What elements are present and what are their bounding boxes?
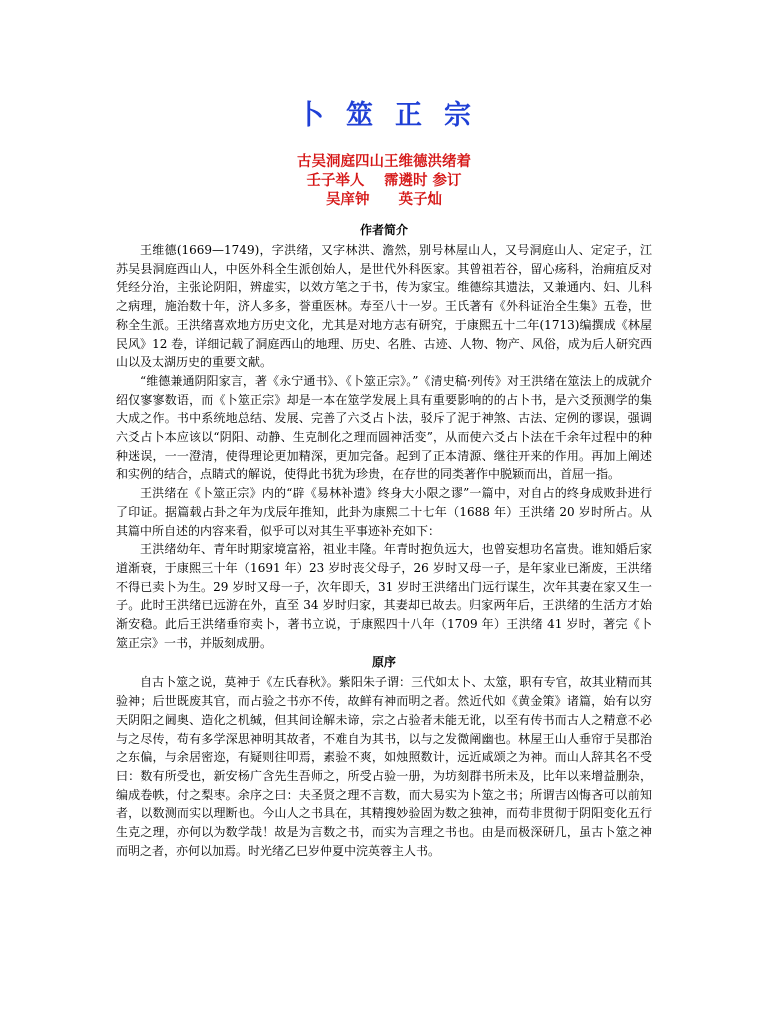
editor-line: 壬子举人 霈遴时 参订 <box>306 172 462 189</box>
section-heading-original-preface: 原序 <box>371 655 396 670</box>
author-line: 古吴洞庭四山王维德洪绪着 <box>297 153 471 170</box>
paragraph: 王洪绪幼年、青年时期家境富裕，祖业丰隆。年青时抱负远大，也曾妄想功名富贵。谁知婚后家道渐衰，于康熙三十年（1691 年）23 岁时丧父母子，26 岁时又母一子，是年家业已渐废，王洪绪不得已卖卜为生。29 岁时又母一子，次年即夭，31 岁时王洪绪出门远行谋生，次年其妻在家又生一子。此时王洪绪已远游在外，直至 34 岁时归家，其妻却已故去。归家两年后，王洪绪的生活方才始渐安稳。此后王洪绪垂帘卖卜，著书立说，于康熙四十八年（1709 年）王洪绪 41 岁时，著完《卜筮正宗》一书，并版刻成册。 <box>116 542 652 650</box>
paragraph: 王洪绪在《卜筮正宗》内的“辟《易林补遗》终身大小限之谬”一篇中，对自占的终身成败卦进行了印证。据篇载占卦之年为戊辰年推知，此卦为康熙二十七年（1688 年）王洪绪 20 岁时所占。从其篇中所自述的内容来看，似乎可以对其生平事迹补充如下： <box>116 486 652 538</box>
paragraph: 自古卜筮之说，莫神于《左氏春秋》。紫阳朱子谓：三代如太卜、太筮，职有专官，故其业精而其验神；后世既废其官，而占验之书亦不传，故鲜有神而明之者。然近代如《黄金策》诸篇，始有以穷天阴阳之阃奥、造化之机缄，但其间诠解未谛，宗之占验者未能无讹，以至有传书而古人之精意不必与之尽传，苟有多学深思神明其故者，不难自为其书，以与之发微阐幽也。林屋王山人垂帘于吴郡治之东偏，与余居密迩，有疑则往叩焉，素验不爽，如烛照数计，远近咸颂之为神。而山人辞其名不受曰：数有所受也，新安杨广含先生吾师之，所受占验一册，为坊刻群书所未及，比年以来增益删杂，编成卷帙，付之梨枣。余序之曰：夫圣贤之理不言数，而大易实为卜筮之书；所谓吉凶悔吝可以前知者，以数测而实以理断也。今山人之书具在，其精搜妙验固为数之独神，而苟非贯彻于阴阳变化五行生克之理，亦何以为数学哉！故是为言数之书，而实为言理之书也。由是而极深研几，虽古卜筮之神而明之者，亦何以加焉。时光绪乙巳岁仲夏中浣英蓉主人书。 <box>116 675 652 858</box>
paragraph: “维德兼通阴阳家言，著《永宁通书》、《卜筮正宗》。”《清史稿·列传》对王洪绪在筮法上的成就介绍仅寥寥数语，而《卜筮正宗》却是一本在筮学发展上具有重要影响的的占卜书，是六爻预测学的集大成之作。书中系统地总结、发展、完善了六爻占卜法，驳斥了泥于神煞、古法、定例的谬误，强调六爻占卜本应该以“阴阳、动静、生克制化之理而圆神活变”，从而使六爻占卜法在千余年过程中的种种迷误，一一澄清，使得理论更加精深，更加完备。起到了正本清源、继往开来的作用。再加上阐述和实例的结合，点睛式的解说，使得此书犹为珍贵，在存世的同类著作中脱颖而出，首屈一指。 <box>116 373 652 482</box>
document-title: 卜筮正宗 <box>297 100 493 131</box>
paragraph: 王维德(1669—1749)，字洪绪，又字林洪、澹然，别号林屋山人，又号洞庭山人、定定子，江苏吴县洞庭西山人，中医外科全生派创始人，是世代外科医家。其曾祖若谷，留心疡科，治痈疽反对凭经分治，主张论阴阳，辨虚实，以效方笔之于书，传为家宝。维德综其遗法，又兼通内、妇、儿科之病理，施治数十年，济人多多，誉重医林。寿至八十一岁。王氏著有《外科证治全生集》五卷，世称全生派。王洪绪喜欢地方历史文化，尤其是对地方志有研究，于康熙五十二年(1713)编撰成《林屋民风》12 卷，详细记载了洞庭西山的地理、历史、名胜、古迹、人物、物产、风俗，成为后人研究西山以及太湖历史的重要文献。 <box>116 243 652 370</box>
section-heading-author-intro: 作者简介 <box>359 223 408 237</box>
proofreader-line: 吴庠钟 英子灿 <box>326 191 442 208</box>
document-page <box>116 98 652 861</box>
